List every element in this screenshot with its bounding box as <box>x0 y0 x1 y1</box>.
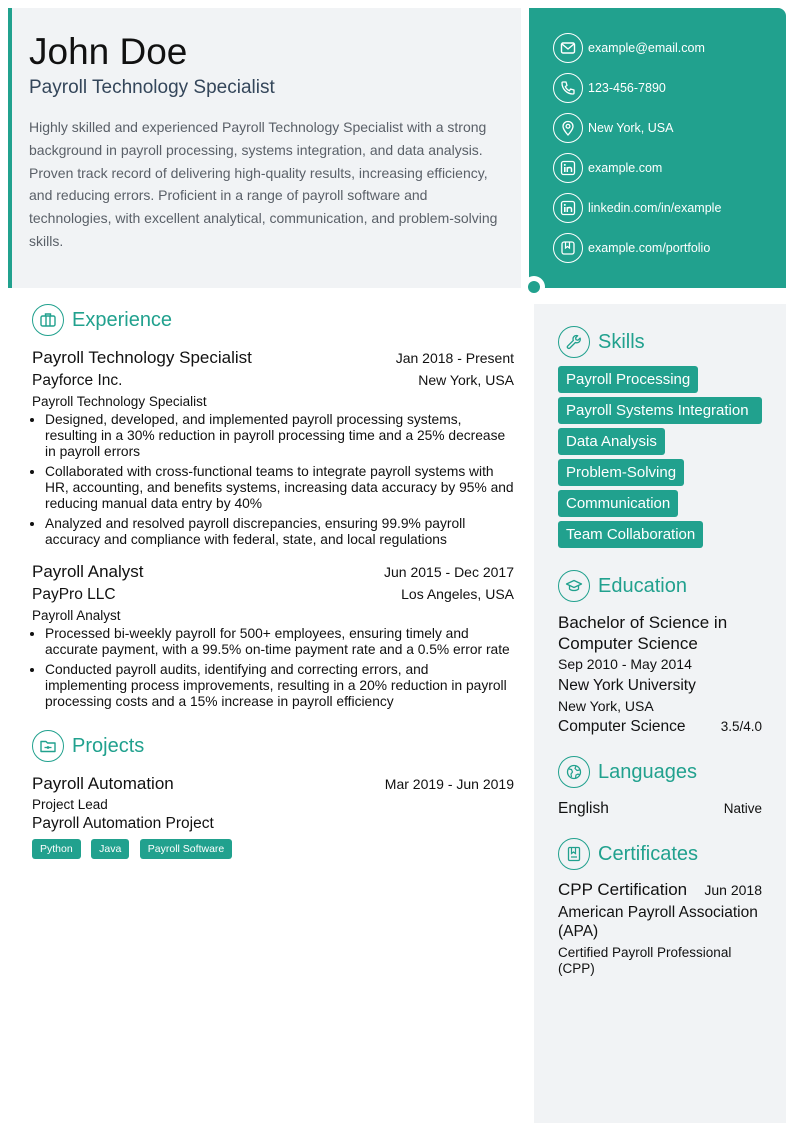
education-title: Education <box>598 574 687 597</box>
education-field: Computer Science <box>558 718 686 735</box>
skill-tag: Data Analysis <box>558 428 665 455</box>
job-company: Payforce Inc. <box>32 372 123 389</box>
education-heading <box>558 570 762 602</box>
job-entry <box>32 348 514 548</box>
bullet: • Designed, developed, and implemented payroll processing systems, resulting in a 30% reduction in payroll processing time and a 25% decrease in payroll errors <box>45 412 514 460</box>
certificate-description: Certified Payroll Professional (CPP) <box>558 945 732 976</box>
project-role: Project Lead <box>32 797 108 812</box>
wrench-icon <box>558 326 590 358</box>
languages-heading <box>558 756 762 788</box>
briefcase-icon <box>32 304 64 336</box>
project-entry <box>32 774 514 859</box>
contact-website-text: example.com <box>588 160 663 175</box>
contact-email[interactable] <box>553 31 786 64</box>
folder-icon <box>32 730 64 762</box>
project-title: Payroll Automation <box>32 774 174 793</box>
job-location: New York, USA <box>418 372 514 388</box>
job-entry <box>32 562 514 710</box>
email-icon <box>553 33 583 63</box>
job-bullets <box>32 626 514 710</box>
candidate-name: John Doe <box>29 31 188 72</box>
contact-linkedin[interactable] <box>553 191 786 224</box>
language-name: English <box>558 800 609 817</box>
job-role: Payroll Analyst <box>32 608 121 623</box>
education-gpa: 3.5/4.0 <box>720 719 762 734</box>
project-tag: Python <box>32 839 81 859</box>
project-tags <box>32 839 514 859</box>
skills-title: Skills <box>598 330 645 353</box>
job-role: Payroll Technology Specialist <box>32 394 207 409</box>
job-dates: Jan 2018 - Present <box>395 350 514 366</box>
contact-location-text: New York, USA <box>588 120 674 135</box>
project-dates: Mar 2019 - Jun 2019 <box>384 776 514 792</box>
location-icon <box>553 113 583 143</box>
education-degree: Bachelor of Science in Computer Science <box>558 613 728 653</box>
certificates-title: Certificates <box>598 842 699 865</box>
certificates-heading <box>558 838 762 870</box>
skill-tag: Problem-Solving <box>558 459 684 486</box>
project-tag: Payroll Software <box>140 839 232 859</box>
education-school: New York University <box>558 677 696 694</box>
job-company: PayPro LLC <box>32 586 116 603</box>
projects-title: Projects <box>72 734 145 757</box>
portfolio-icon <box>553 233 583 263</box>
projects-heading <box>32 730 514 762</box>
job-dates: Jun 2015 - Dec 2017 <box>384 564 514 580</box>
contact-phone-text: 123-456-7890 <box>588 80 666 95</box>
education-entry <box>558 612 762 736</box>
bullet: • Collaborated with cross-functional teams to integrate payroll systems with HR, accounting, and benefits systems, increasing data accuracy by 95% and reducing manual data entry by 40% <box>45 464 514 512</box>
certificate-entry <box>558 880 762 977</box>
contact-website[interactable] <box>553 151 786 184</box>
job-bullets <box>32 412 514 548</box>
summary: Highly skilled and experienced Payroll Technology Specialist with a strong background in payroll processing, systems integration, and data analysis. Proven track record of delivering high-quality results, increasing efficiency, and reducing errors. Proficient in a range of payroll software and technologies, with excellent analytical, communication, and problem-solving skills. <box>29 119 498 249</box>
language-row <box>558 800 762 818</box>
certificate-icon <box>558 838 590 870</box>
experience-heading <box>32 304 514 336</box>
bullet: • Analyzed and resolved payroll discrepancies, ensuring 99.9% payroll accuracy and compliance with federal, state, and local regulations <box>45 516 514 548</box>
job-title: Payroll Analyst <box>32 562 144 581</box>
languages-title: Languages <box>598 760 697 783</box>
job-location: Los Angeles, USA <box>401 586 514 602</box>
candidate-title: Payroll Technology Specialist <box>29 77 275 98</box>
divider-dot <box>528 281 540 293</box>
contact-email-text: example@email.com <box>588 40 705 55</box>
contact-portfolio[interactable] <box>553 231 786 264</box>
linkedin-icon <box>553 193 583 223</box>
contact-linkedin-text: linkedin.com/in/example <box>588 200 722 215</box>
main-column <box>32 304 514 859</box>
certificate-issuer: American Payroll Association (APA) <box>558 904 758 940</box>
sidebar <box>534 304 786 1123</box>
project-tag: Java <box>91 839 129 859</box>
bullet: • Conducted payroll audits, identifying and correcting errors, and implementing process improvements, resulting in a 20% reduction in payroll processing costs and a 15% increase in payroll efficiency <box>45 662 514 710</box>
certificate-date: Jun 2018 <box>704 882 762 898</box>
skills-heading <box>558 326 762 358</box>
skill-tag: Payroll Systems Integration <box>558 397 762 424</box>
skill-tag: Payroll Processing <box>558 366 698 393</box>
job-title: Payroll Technology Specialist <box>32 348 252 367</box>
linkedin-icon <box>553 153 583 183</box>
globe-icon <box>558 756 590 788</box>
skill-tag: Team Collaboration <box>558 521 703 548</box>
phone-icon <box>553 73 583 103</box>
skills-list <box>558 366 762 552</box>
contact-portfolio-text: example.com/portfolio <box>588 240 711 255</box>
certificate-name: CPP Certification <box>558 880 688 899</box>
education-location: New York, USA <box>558 698 654 714</box>
graduation-cap-icon <box>558 570 590 602</box>
contact-location <box>553 111 786 144</box>
experience-title: Experience <box>72 308 173 331</box>
header-panel <box>8 8 521 288</box>
project-name: Payroll Automation Project <box>32 815 214 832</box>
contact-panel <box>529 8 786 288</box>
skill-tag: Communication <box>558 490 678 517</box>
language-level: Native <box>723 801 762 816</box>
bullet: • Processed bi-weekly payroll for 500+ employees, ensuring timely and accurate payment, with a 99.5% on-time payment rate and a 0.5% error rate <box>45 626 514 658</box>
education-dates: Sep 2010 - May 2014 <box>558 656 692 672</box>
contact-phone[interactable] <box>553 71 786 104</box>
